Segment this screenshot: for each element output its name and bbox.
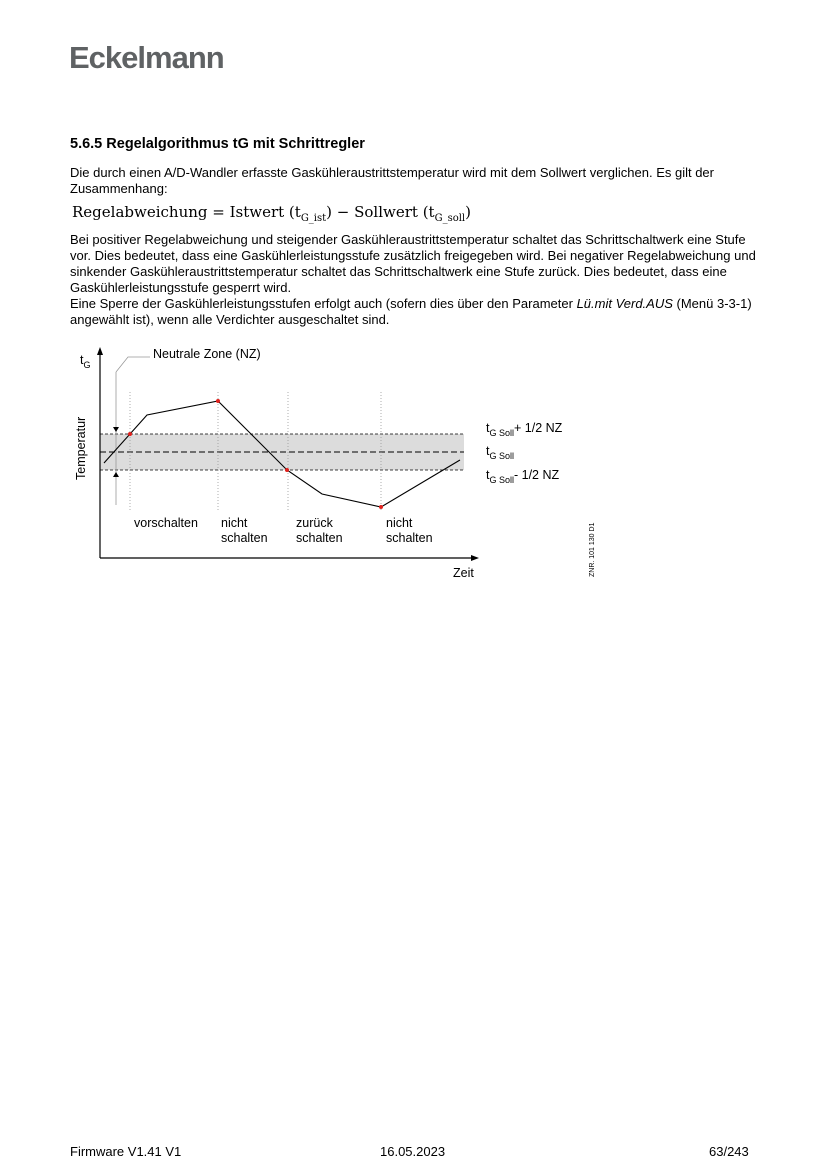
body2-post: (Menü 3-3-1) angewählt ist), wenn alle Verdichter ausgeschaltet sind.	[70, 296, 752, 327]
body2-pre: Eine Sperre der Gaskühlerleistungsstufen erfolgt auch (sofern dies über den Parameter	[70, 296, 577, 311]
phase-label: schalten	[296, 531, 343, 545]
phase-label: schalten	[221, 531, 268, 545]
y-axis-label: Temperatur	[74, 416, 88, 480]
switch-point	[128, 432, 132, 436]
setpoint-label: $t_{G Soll}$	[486, 444, 514, 461]
phase-label: zurück	[296, 516, 333, 530]
switch-point	[216, 399, 220, 403]
formula-lhs: Regelabweichung = Istwert (t	[72, 203, 301, 221]
phase-label: nicht	[386, 516, 413, 530]
footer-page-number: 63/243	[709, 1144, 749, 1159]
y-axis-symbol: $t_G$	[80, 353, 91, 370]
figure-reference: ZNR. 101 130 D1	[589, 522, 596, 577]
footer-date: 16.05.2023	[380, 1144, 446, 1159]
neutral-zone-label: Neutrale Zone (NZ)	[153, 347, 261, 361]
nz-arrow-up-icon	[113, 472, 119, 477]
switch-point	[379, 505, 383, 509]
phase-label: vorschalten	[134, 516, 198, 530]
formula-mid: ) − Sollwert (t	[326, 203, 435, 221]
footer-version: Firmware V1.41 V1	[70, 1144, 182, 1159]
formula-end: )	[465, 203, 471, 221]
x-axis-label: Zeit	[453, 566, 474, 580]
nz-arrow-down-icon	[113, 427, 119, 432]
phase-label: schalten	[386, 531, 433, 545]
phase-label: nicht	[221, 516, 248, 530]
formula-sub-soll: G_soll	[434, 213, 466, 224]
section-title: 5.6.5 Regelalgorithmus tG mit Schrittregler	[70, 136, 365, 152]
eckelmann-logo: Eckelmann	[69, 40, 224, 75]
switch-point	[285, 468, 289, 472]
nz-leader-line	[116, 357, 150, 372]
x-axis-arrow-icon	[471, 555, 479, 561]
upper-limit-label: $t_{G Soll}+ 1/2$ NZ	[486, 421, 563, 438]
formula-sub-ist: G_ist	[300, 213, 327, 224]
parameter-name: Lü.mit Verd.AUS	[576, 296, 673, 311]
intro-paragraph: Die durch einen A/D-Wandler erfasste Gaskühleraustrittstemperatur wird mit dem Sollwert verglichen. Es gilt der Zusammenhang:	[70, 165, 714, 196]
body-paragraph: Bei positiver Regelabweichung und steigender Gaskühleraustrittstemperatur schaltet das Schrittschaltwerk eine Stufe vor. Dies bedeutet, dass eine Gaskühlerleistungsstufe zusätzlich freigegeben wird. Bei negativer Regelabweichung und sinkender Gaskühleraustrittstemperatur schaltet das Schrittschaltwerk eine Stufe zurück. Dies bedeutet, dass eine Gaskühlerleistungsstufe gesperrt wird.	[70, 232, 756, 295]
y-axis-arrow-icon	[97, 347, 103, 355]
lower-limit-label: $t_{G Soll}-$ 1/2 NZ	[486, 468, 560, 485]
